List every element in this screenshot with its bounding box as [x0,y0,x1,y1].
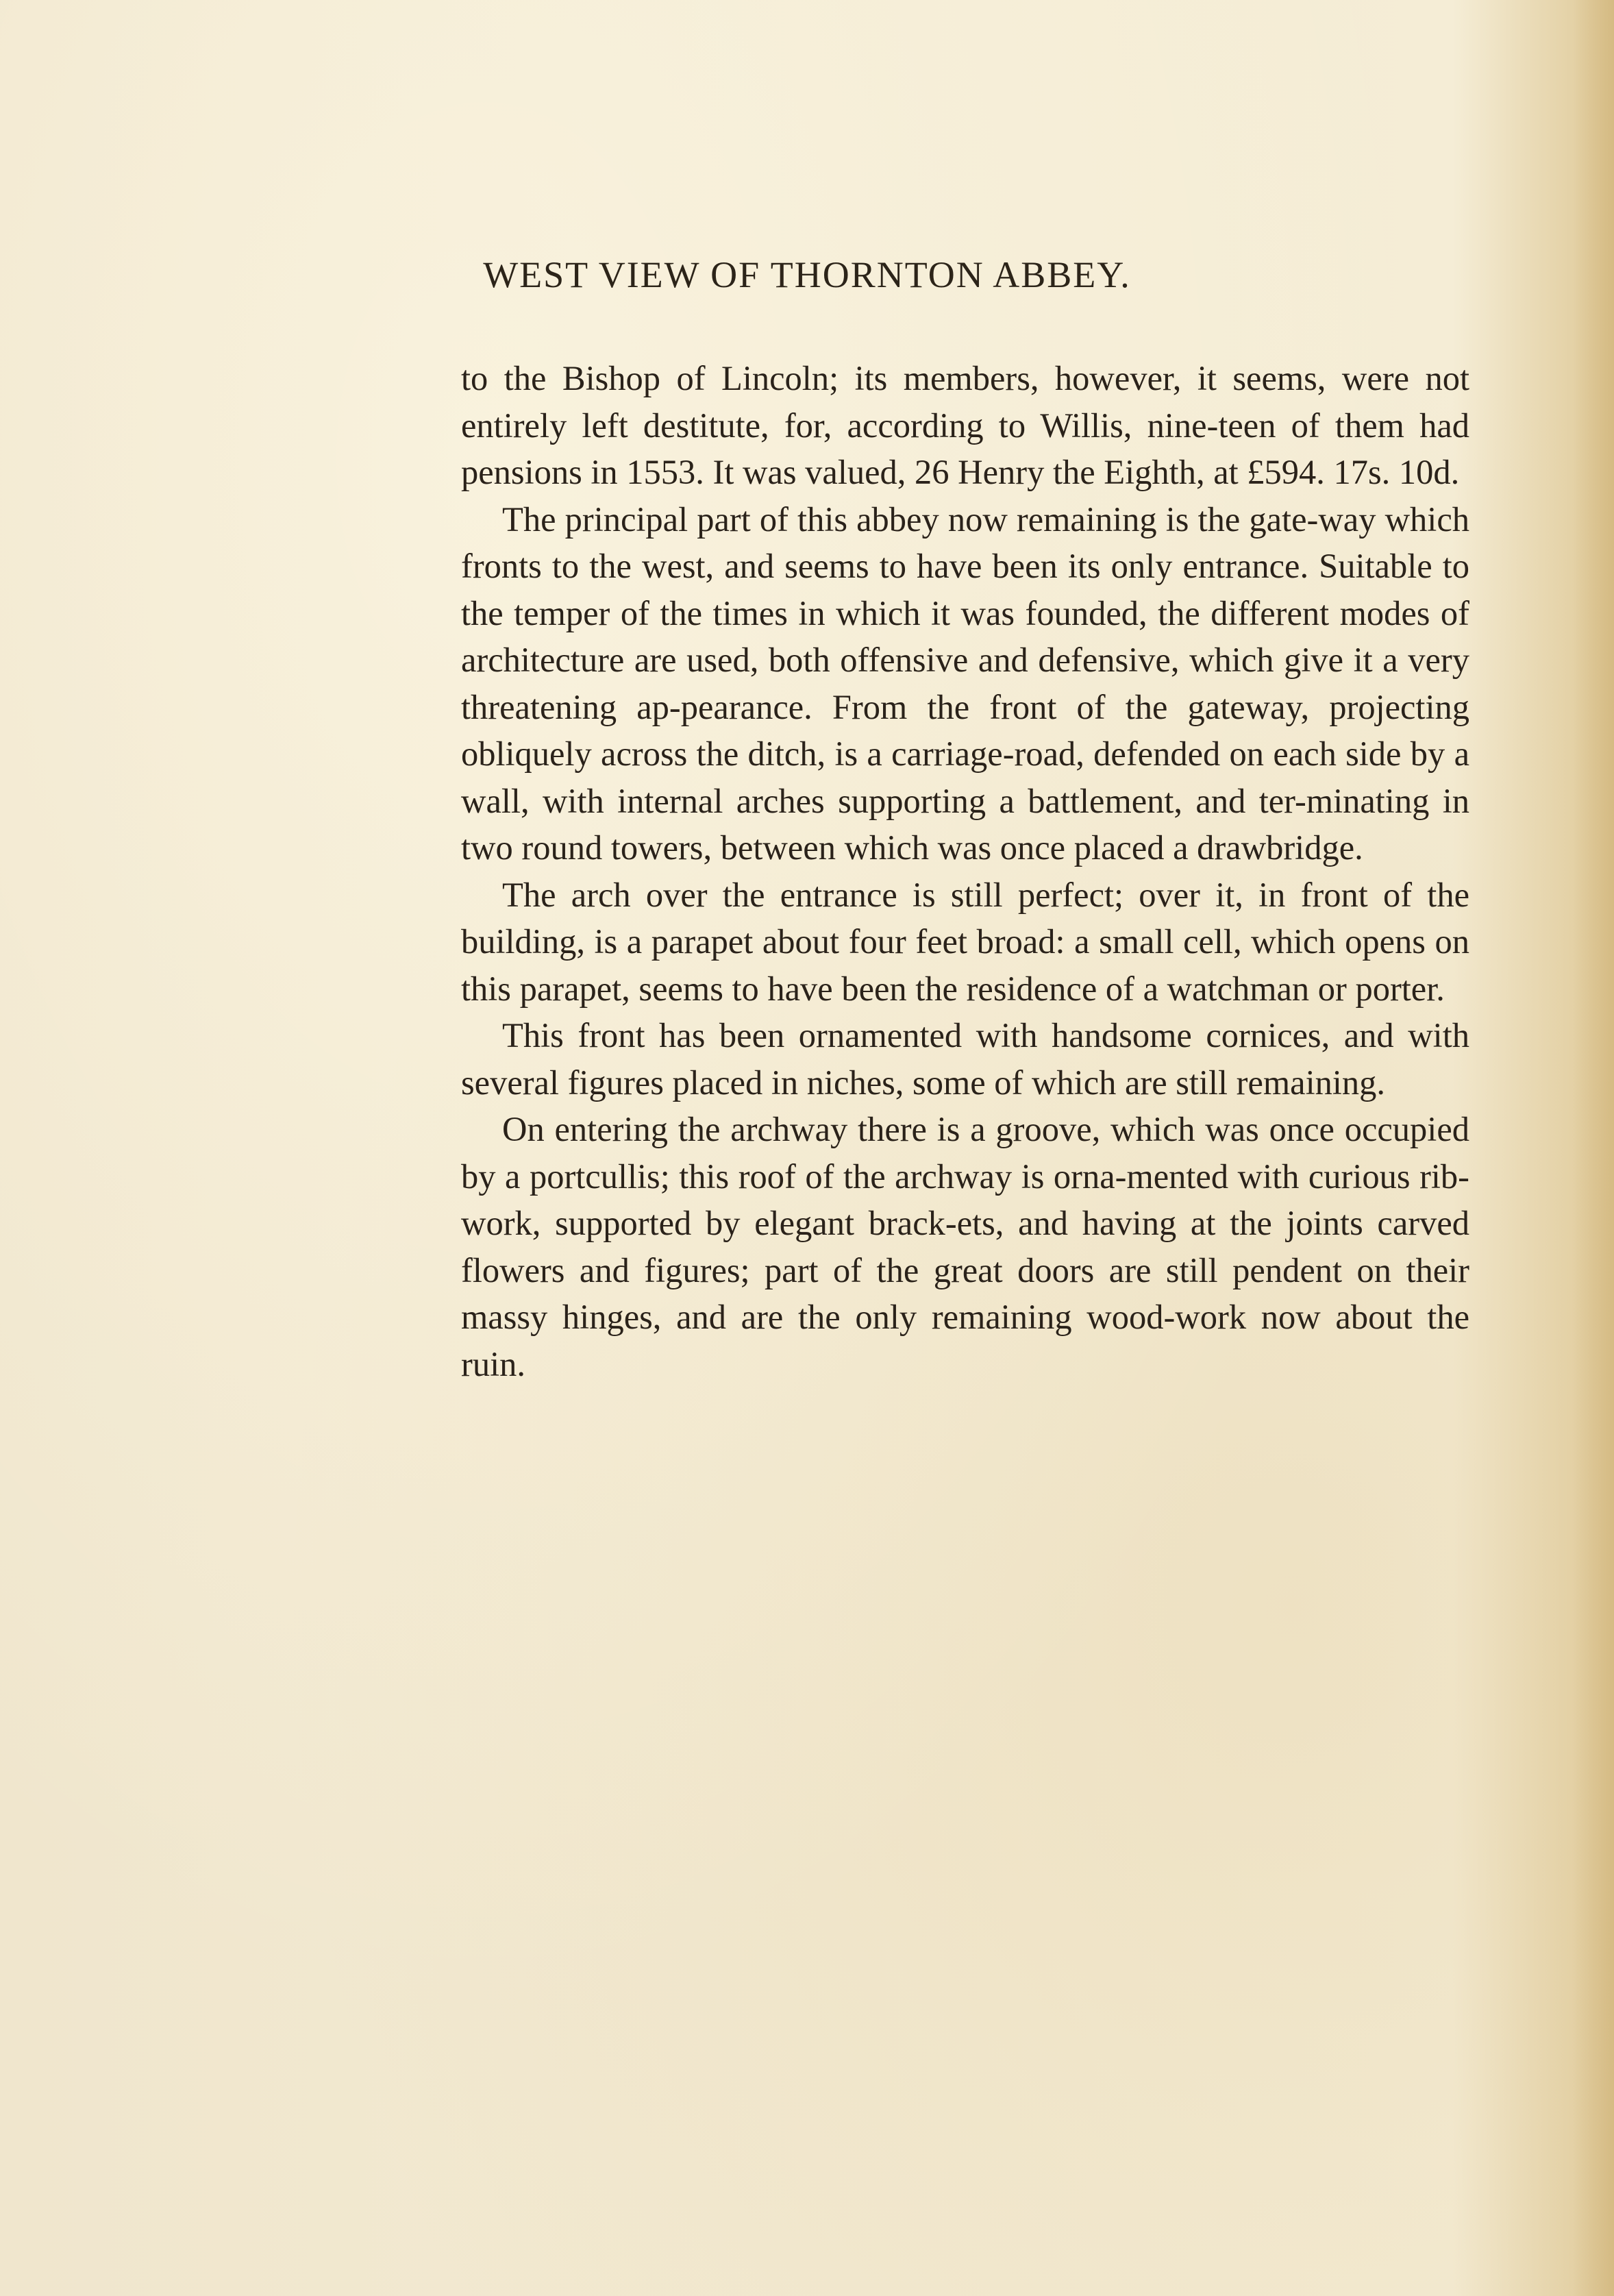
paragraph-1: to the Bishop of Lincoln; its members, however, it seems, were not entirely left destitute, for, according to Willis, nine-teen of them had pensions in 1553. It was valued, 26 Henry the Eighth, at £594. 17s. 10d. [461,359,1469,491]
running-head: WEST VIEW OF THORNTON ABBEY. [483,254,1131,295]
paragraph-3: The arch over the entrance is still perfect; over it, in front of the building, is a parapet about four feet broad: a small cell, which opens on this parapet, seems to have been the residence of a watchman or porter. [461,875,1469,1008]
body-text [461,355,1469,1387]
paragraph-5: On entering the archway there is a groove, which was once occupied by a portcullis; this roof of the archway is orna-mented with curious rib-work, supported by elegant brack-ets, and having at the joints carved flowers and figures; part of the great doors are still pendent on their massy hinges, and are the only remaining wood-work now about the ruin. [461,1110,1469,1383]
page-edge-shadow [1573,0,1614,2296]
paragraph-4: This front has been ornamented with handsome cornices, and with several figures placed in niches, some of which are still remaining. [461,1016,1469,1102]
paragraph-2: The principal part of this abbey now remaining is the gate-way which fronts to the west, and seems to have been its only entrance. Suitable to the temper of the times in which it was founded, the different modes of architecture are used, both offensive and defensive, which give it a very threatening ap-pearance. From the front of the gateway, projecting obliquely across the ditch, is a carriage-road, defended on each side by a wall, with internal arches supporting a battlement, and ter-minating in two round towers, between which was once placed a drawbridge. [461,499,1469,867]
